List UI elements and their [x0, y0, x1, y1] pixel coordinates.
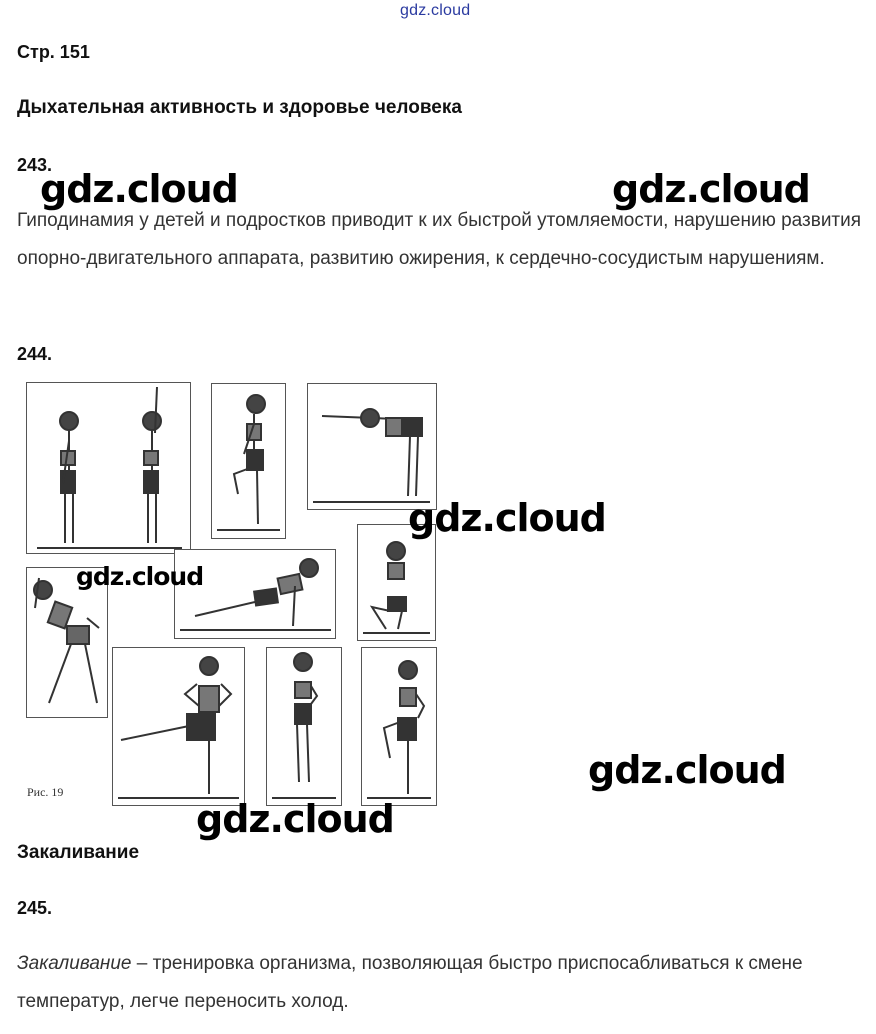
figure-caption: Рис. 19 [27, 785, 64, 799]
top-watermark: gdz.cloud [400, 2, 471, 19]
figure-panel-high-knee [361, 647, 437, 806]
watermark: gdz.cloud [76, 562, 204, 591]
section2-title: Закаливание [17, 842, 140, 863]
figure-panel-leg-swing [112, 647, 245, 806]
page-number: Стр. 151 [17, 42, 90, 62]
figure-panel-stand-arm-raise [26, 382, 191, 554]
task-245-number: 245. [17, 898, 53, 918]
task-245-definition: – тренировка организма, позволяющая быстро приспосабливаться к смене температур, легче переносить холод. [17, 953, 803, 1012]
task-244-number: 244. [17, 344, 53, 364]
task-243-number: 243. [17, 155, 53, 175]
figure-panel-squat [357, 524, 436, 641]
figure-panel-forward-bend [307, 383, 437, 510]
watermark: gdz.cloud [588, 748, 786, 792]
watermark: gdz.cloud [408, 496, 606, 540]
section-title: Дыхательная активность и здоровье человека [17, 97, 462, 118]
figure-panel-jump [266, 647, 342, 806]
watermark: gdz.cloud [612, 167, 810, 211]
watermark: gdz.cloud [196, 797, 394, 841]
watermark: gdz.cloud [40, 167, 238, 211]
term-hardening: Закаливание [17, 953, 132, 974]
task-243-text: Гиподинамия у детей и подростков приводит к их быстрой утомляемости, нарушению развития опорно-двигательного аппарата, развитию ожирения, к сердечно-сосудистым нарушениям. [17, 210, 862, 269]
task-245-text [17, 945, 862, 1021]
figure-panel-knee-raise [211, 383, 286, 539]
